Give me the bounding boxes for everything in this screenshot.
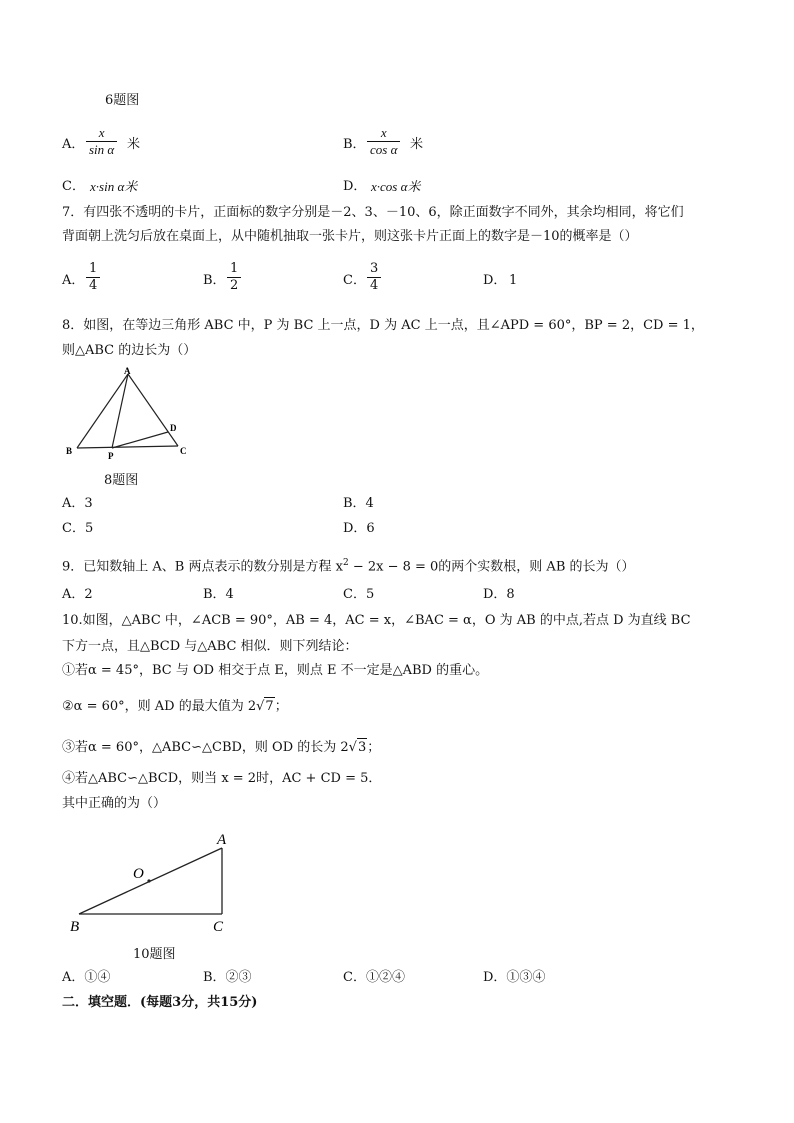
q10-s3-text: ③若α = 60°，△ABC∽△CBD，则 OD 的长为 2 [62,740,349,755]
q10-statement-2 [62,697,288,716]
q10-s2-end: ； [274,699,288,714]
q6-option-c-text: x·sin α米 [90,179,138,194]
q9-stem [62,554,635,576]
q10-s3-radicand: 3 [357,740,367,755]
q10-option-a: A．①④ [62,970,111,985]
q10-option-d: D．①③④ [483,970,546,985]
q10-option-c: C．①②④ [343,970,405,985]
q8-option-a: A．3 [62,496,93,511]
q6-a-numerator: x [98,125,105,140]
q9-stem-pre: 9．已知数轴上 A、B 两点表示的数分别是方程 x [62,559,343,575]
q10-question: 其中正确的为（） [62,796,167,811]
q10-label-b: B [70,919,80,935]
q8-label-p: P [108,451,114,461]
q7-option-d-text: 1 [509,273,518,288]
q9-option-a: A．2 [62,587,93,602]
q8-triangle-diagram [62,364,202,464]
q10-label-c: C [213,919,224,935]
q10-statement-1: ①若α = 45°，BC 与 OD 相交于点 E，则点 E 不一定是△ABD 的重心。 [62,663,489,678]
q10-s3-end: ； [367,740,381,755]
q8-option-b: B．4 [343,496,374,511]
q9-option-c: C．5 [343,587,375,602]
q6-option-c-label: C． [62,179,85,194]
q7-option-d-label: D． [483,273,507,288]
q7-option-b-label: B． [203,273,226,288]
q8-figure [62,364,202,464]
q10-line-1: 10.如图，△ABC 中，∠ACB = 90°，AB = 4，AC = x，∠BAC = α，O 为 AB 的中点,若点 D 为直线 BC [62,613,691,628]
q7-c-numerator: 3 [370,261,379,276]
q10-statement-4: ④若△ABC∽△BCD，则当 x = 2时，AC + CD = 5． [62,771,382,786]
q8-label-d: D [170,423,177,433]
q7-b-numerator: 1 [230,261,239,276]
q7-option-b-fraction [227,262,241,293]
q10-s2-text: ②α = 60°，则 AD 的最大值为 2 [62,699,257,714]
q10-statement-3 [62,738,380,757]
q6-b-denominator: cos α [370,142,398,157]
q10-label-o: O [133,866,144,882]
q7-b-denominator: 2 [230,278,239,293]
q10-line-2: 下方一点，且△BCD 与△ABC 相似．则下列结论： [62,639,358,654]
q10-figure [62,826,252,938]
q9-option-b: B．4 [203,587,234,602]
q8-label-b: B [66,446,73,456]
sqrt-symbol: √ [348,740,357,755]
q7-a-numerator: 1 [89,261,98,276]
q7-line-1: 7．有四张不透明的卡片，正面标的数字分别是－2、3、－10、6，除正面数字不同外，其余均相同，将它们 [62,205,684,220]
q10-caption: 10题图 [133,947,176,962]
q10-triangle-diagram [62,826,252,938]
q7-option-a-fraction [86,262,100,293]
q10-option-b: B．②③ [203,970,252,985]
q8-caption: 8题图 [104,473,139,488]
q6-caption: 6题图 [105,93,140,108]
q8-label-c: C [180,446,187,456]
q6-option-b-unit: 米 [410,137,424,152]
q7-a-denominator: 4 [89,278,98,293]
q7-option-c-label: C． [343,273,366,288]
q6-option-b-fraction [367,126,400,157]
q8-option-d: D．6 [343,521,375,536]
q7-option-c-fraction [367,262,381,293]
q6-option-d-label: D． [343,179,367,194]
q6-option-b-label: B． [343,137,366,152]
q8-option-c: C．5 [62,521,94,536]
q7-c-denominator: 4 [370,278,379,293]
q7-line-2: 背面朝上洗匀后放在桌面上，从中随机抽取一张卡片，则这张卡片正面上的数字是－10的概率是（） [62,229,638,244]
q6-b-numerator: x [380,125,387,140]
sqrt-symbol: √ [256,699,265,714]
q6-option-a-label: A． [62,137,85,152]
q9-option-d: D．8 [483,587,515,602]
q8-line-2: 则△ABC 的边长为（） [62,343,197,358]
q8-label-a: A [124,366,131,376]
q9-exponent: 2 [342,558,349,568]
q6-option-a-fraction [86,126,117,157]
q6-option-d-text: x·cos α米 [371,179,421,194]
q10-s2-radicand: 7 [265,699,274,714]
q10-label-a: A [217,832,227,848]
q9-stem-post: − 2x − 8 = 0的两个实数根，则 AB 的长为（） [348,559,635,575]
q7-option-a-label: A． [62,273,85,288]
q6-option-a-unit: 米 [127,137,141,152]
q8-line-1: 8．如图，在等边三角形 ABC 中，P 为 BC 上一点，D 为 AC 上一点，且∠APD = 60°，BP = 2，CD = 1， [62,318,704,333]
section-2-heading: 二．填空题．(每题3分，共15分) [62,995,258,1010]
q6-a-denominator: sin α [89,142,115,157]
